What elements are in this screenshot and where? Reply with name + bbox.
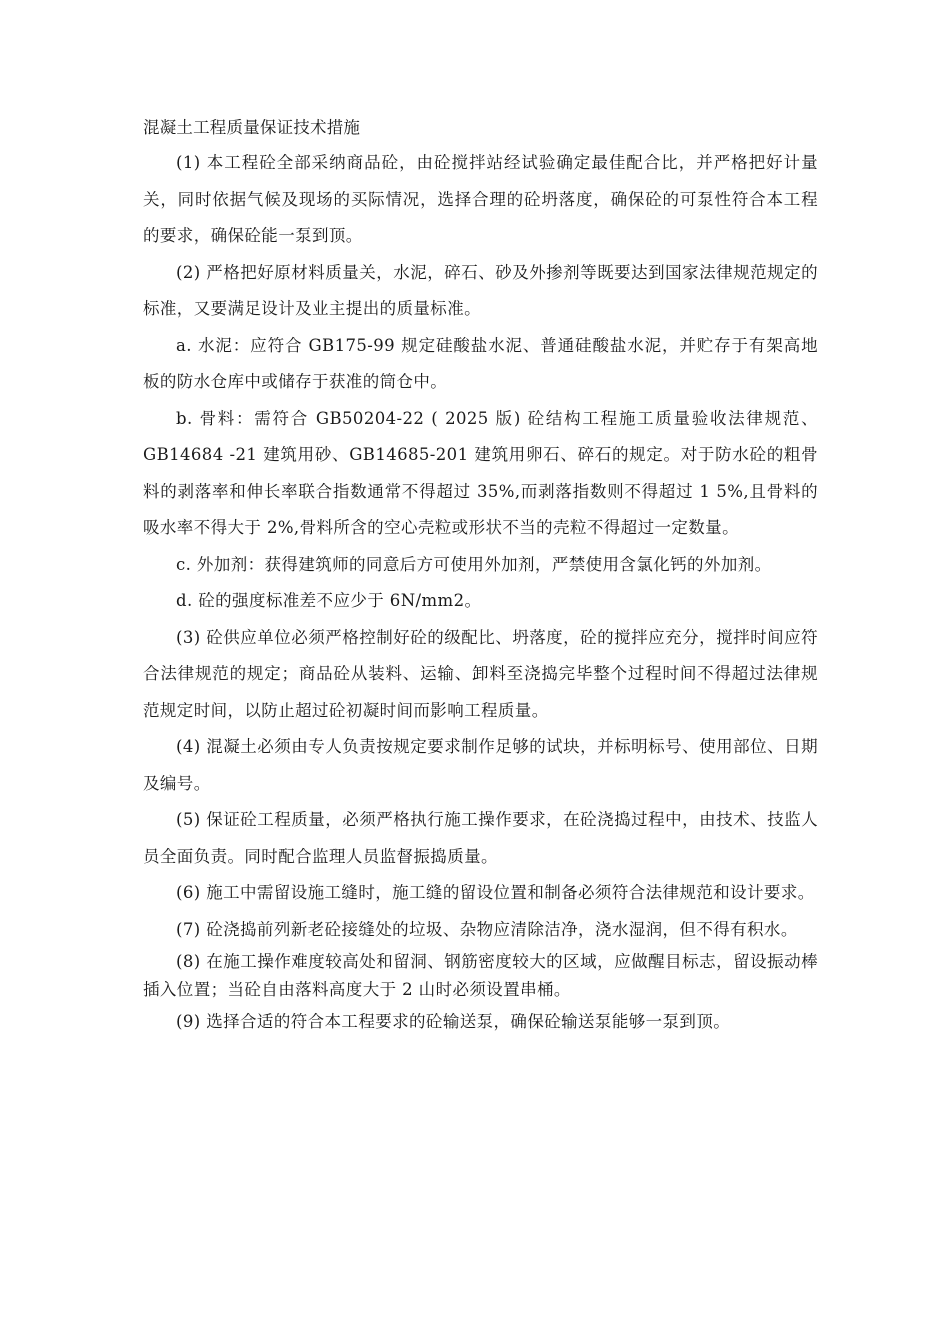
- paragraph-2c-admixture: c. 外加剂：获得建筑师的同意后方可使用外加剂，严禁使用含氯化钙的外加剂。: [176, 554, 772, 574]
- document-title: 混凝土工程质量保证技术措施: [143, 118, 361, 137]
- paragraph-2b-aggregate: b. 骨料：需符合 GB50204-22 ( 2025 版) 砼结构工程施工质量验收法律规范、GB14684 -21 建筑用砂、GB14685-201 建筑用卵石、碎石的规定。对于防水砼的粗骨料的剥落率和伸长率联合指数通常不得超过 35%,而剥落指数则不得超过 1 5%,且骨料的吸水率不得大于 2%,骨料所含的空心壳粒或形状不当的壳粒不得超过一定数量。: [143, 408, 818, 537]
- paragraph-2d-strength: d. 砼的强度标准差不应少于 6N/mm2。: [176, 591, 482, 610]
- paragraph-5: (5) 保证砼工程质量，必须严格执行施工操作要求，在砼浇捣过程中，由技术、技监人员全面负责。同时配合监理人员监督振捣质量。: [143, 810, 818, 866]
- paragraph-6: (6) 施工中需留设施工缝时，施工缝的留设位置和制备必须符合法律规范和设计要求。: [176, 883, 815, 902]
- paragraph-9: (9) 选择合适的符合本工程要求的砼输送泵，确保砼输送泵能够一泵到顶。: [176, 1012, 731, 1031]
- paragraph-2a-cement: a. 水泥：应符合 GB175-99 规定硅酸盐水泥、普通硅酸盐水泥，并贮存于有架高地板的防水仓库中或储存于获准的筒仓中。: [143, 335, 818, 391]
- paragraph-2: (2) 严格把好原材料质量关，水泥，碎石、砂及外掺剂等既要达到国家法律规范规定的标准，又要满足设计及业主提出的质量标准。: [143, 262, 818, 318]
- paragraph-1: (1) 本工程砼全部采纳商品砼，由砼搅拌站经试验确定最佳配合比，并严格把好计量关，同时依据气候及现场的买际情况，选择合理的砼坍落度，确保砼的可泵性符合本工程的要求，确保砼能一泵到顶。: [143, 153, 818, 245]
- paragraph-7: (7) 砼浇捣前列新老砼接缝处的垃圾、杂物应清除洁净，浇水湿润，但不得有积水。: [176, 919, 798, 939]
- paragraph-3: (3) 砼供应单位必须严格控制好砼的级配比、坍落度，砼的搅拌应充分，搅拌时间应符合法律规范的规定；商品砼从装料、运输、卸料至浇捣完毕整个过程时间不得超过法律规范规定时间，以防止超过砼初凝时间而影响工程质量。: [143, 627, 818, 720]
- paragraph-8: (8) 在施工操作难度较高处和留洞、钢筋密度较大的区域，应做醒目标志，留设振动棒插入位置；当砼自由落料高度大于 2 山时必须设置串桶。: [143, 952, 818, 999]
- paragraph-4: (4) 混凝土必须由专人负责按规定要求制作足够的试块，并标明标号、使用部位、日期及编号。: [143, 737, 818, 793]
- document-body: [143, 114, 818, 1041]
